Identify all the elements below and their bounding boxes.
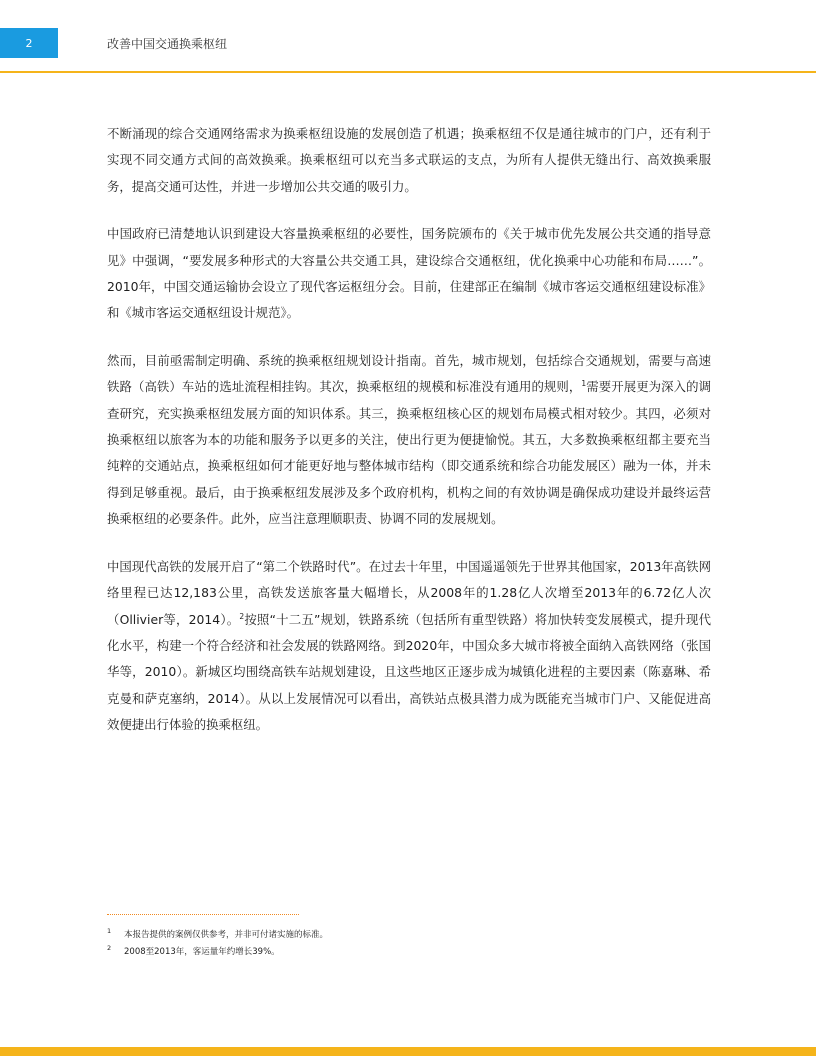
document-title: 改善中国交通换乘枢纽 — [107, 37, 228, 51]
footnote-mark: 2 — [107, 943, 112, 952]
paragraph-3-part-2: 需要开展更为深入的调查研究，充实换乘枢纽发展方面的知识体系。其三，换乘枢纽核心区的规划布局模式相对较少。其四，必须对换乘枢纽以旅客为本的功能和服务予以更多的关注，使出行更为便捷愉悦。其五，大多数换乘枢纽都主要充当纯粹的交通站点，换乘枢纽如何才能更好地与整体城市结构（即交通系统和综合功能发展区）融为一体，并未得到足够重视。最后，由于换乘枢纽发展涉及多个政府机构，机构之间的有效协调是确保成功建设并最终运营换乘枢纽的必要条件。此外，应当注意理顺职责、协调不同的发展规划。 — [107, 379, 712, 527]
header-divider — [0, 71, 816, 73]
paragraph-3 — [107, 348, 711, 533]
footnote-text: 2008至2013年，客运量年约增长39%。 — [124, 946, 280, 957]
footnotes — [107, 925, 711, 959]
footnote-ref-2: 2 — [239, 611, 245, 621]
footer-bar — [0, 1047, 816, 1056]
paragraph-2: 中国政府已清楚地认识到建设大容量换乘枢纽的必要性，国务院颁布的《关于城市优先发展公共交通的指导意见》中强调，“要发展多种形式的大容量公共交通工具，建设综合交通枢纽，优化换乘中心功能和布局……”。2010年，中国交通运输协会设立了现代客运枢纽分会。目前，住建部正在编制《城市客运交通枢纽建设标准》和《城市客运交通枢纽设计规范》。 — [107, 226, 711, 321]
footnote-1 — [107, 925, 711, 942]
main-content — [107, 121, 711, 760]
paragraph-4-part-2: 按照“十二五”规划，铁路系统（包括所有重型铁路）将加快转变发展模式，提升现代化水平，构建一个符合经济和社会发展的铁路网络。到2020年，中国众多大城市将被全面纳入高铁网络（张国华等，2010）。新城区均围绕高铁车站规划建设，且这些地区正逐步成为城镇化进程的主要因素（陈嘉琳、希克曼和萨克塞纳，2014）。从以上发展情况可以看出，高铁站点极具潜力成为既能充当城市门户、又能促进高效便捷出行体验的换乘枢纽。 — [107, 611, 712, 733]
paragraph-3-part-1: 然而，目前亟需制定明确、系统的换乘枢纽规划设计指南。首先，城市规划，包括综合交通规划，需要与高速铁路（高铁）车站的选址流程相挂钩。其次，换乘枢纽的规模和标准没有通用的规则， — [107, 352, 711, 395]
footnote-mark: 1 — [107, 926, 112, 935]
paragraph-4 — [107, 554, 711, 739]
page-number: 2 — [25, 36, 33, 50]
paragraph-1: 不断涌现的综合交通网络需求为换乘枢纽设施的发展创造了机遇；换乘枢纽不仅是通往城市的门户，还有利于实现不同交通方式间的高效换乘。换乘枢纽可以充当多式联运的支点，为所有人提供无缝出行、高效换乘服务，提高交通可达性，并进一步增加公共交通的吸引力。 — [107, 126, 711, 194]
paragraph-4-part-1: 中国现代高铁的发展开启了“第二个铁路时代”。在过去十年里，中国遥遥领先于世界其他国家，2013年高铁网络里程已达12,183公里，高铁发送旅客量大幅增长，从2008年的1.28亿人次增至2013年的6.72亿人次（Ollivier等，2014）。 — [107, 558, 711, 627]
footnote-2 — [107, 942, 711, 959]
footnote-text: 本报告提供的案例仅供参考，并非可付诸实施的标准。 — [124, 929, 329, 940]
footnote-divider — [107, 914, 299, 915]
page-number-tab — [0, 28, 58, 58]
footnote-ref-1: 1 — [581, 379, 587, 389]
